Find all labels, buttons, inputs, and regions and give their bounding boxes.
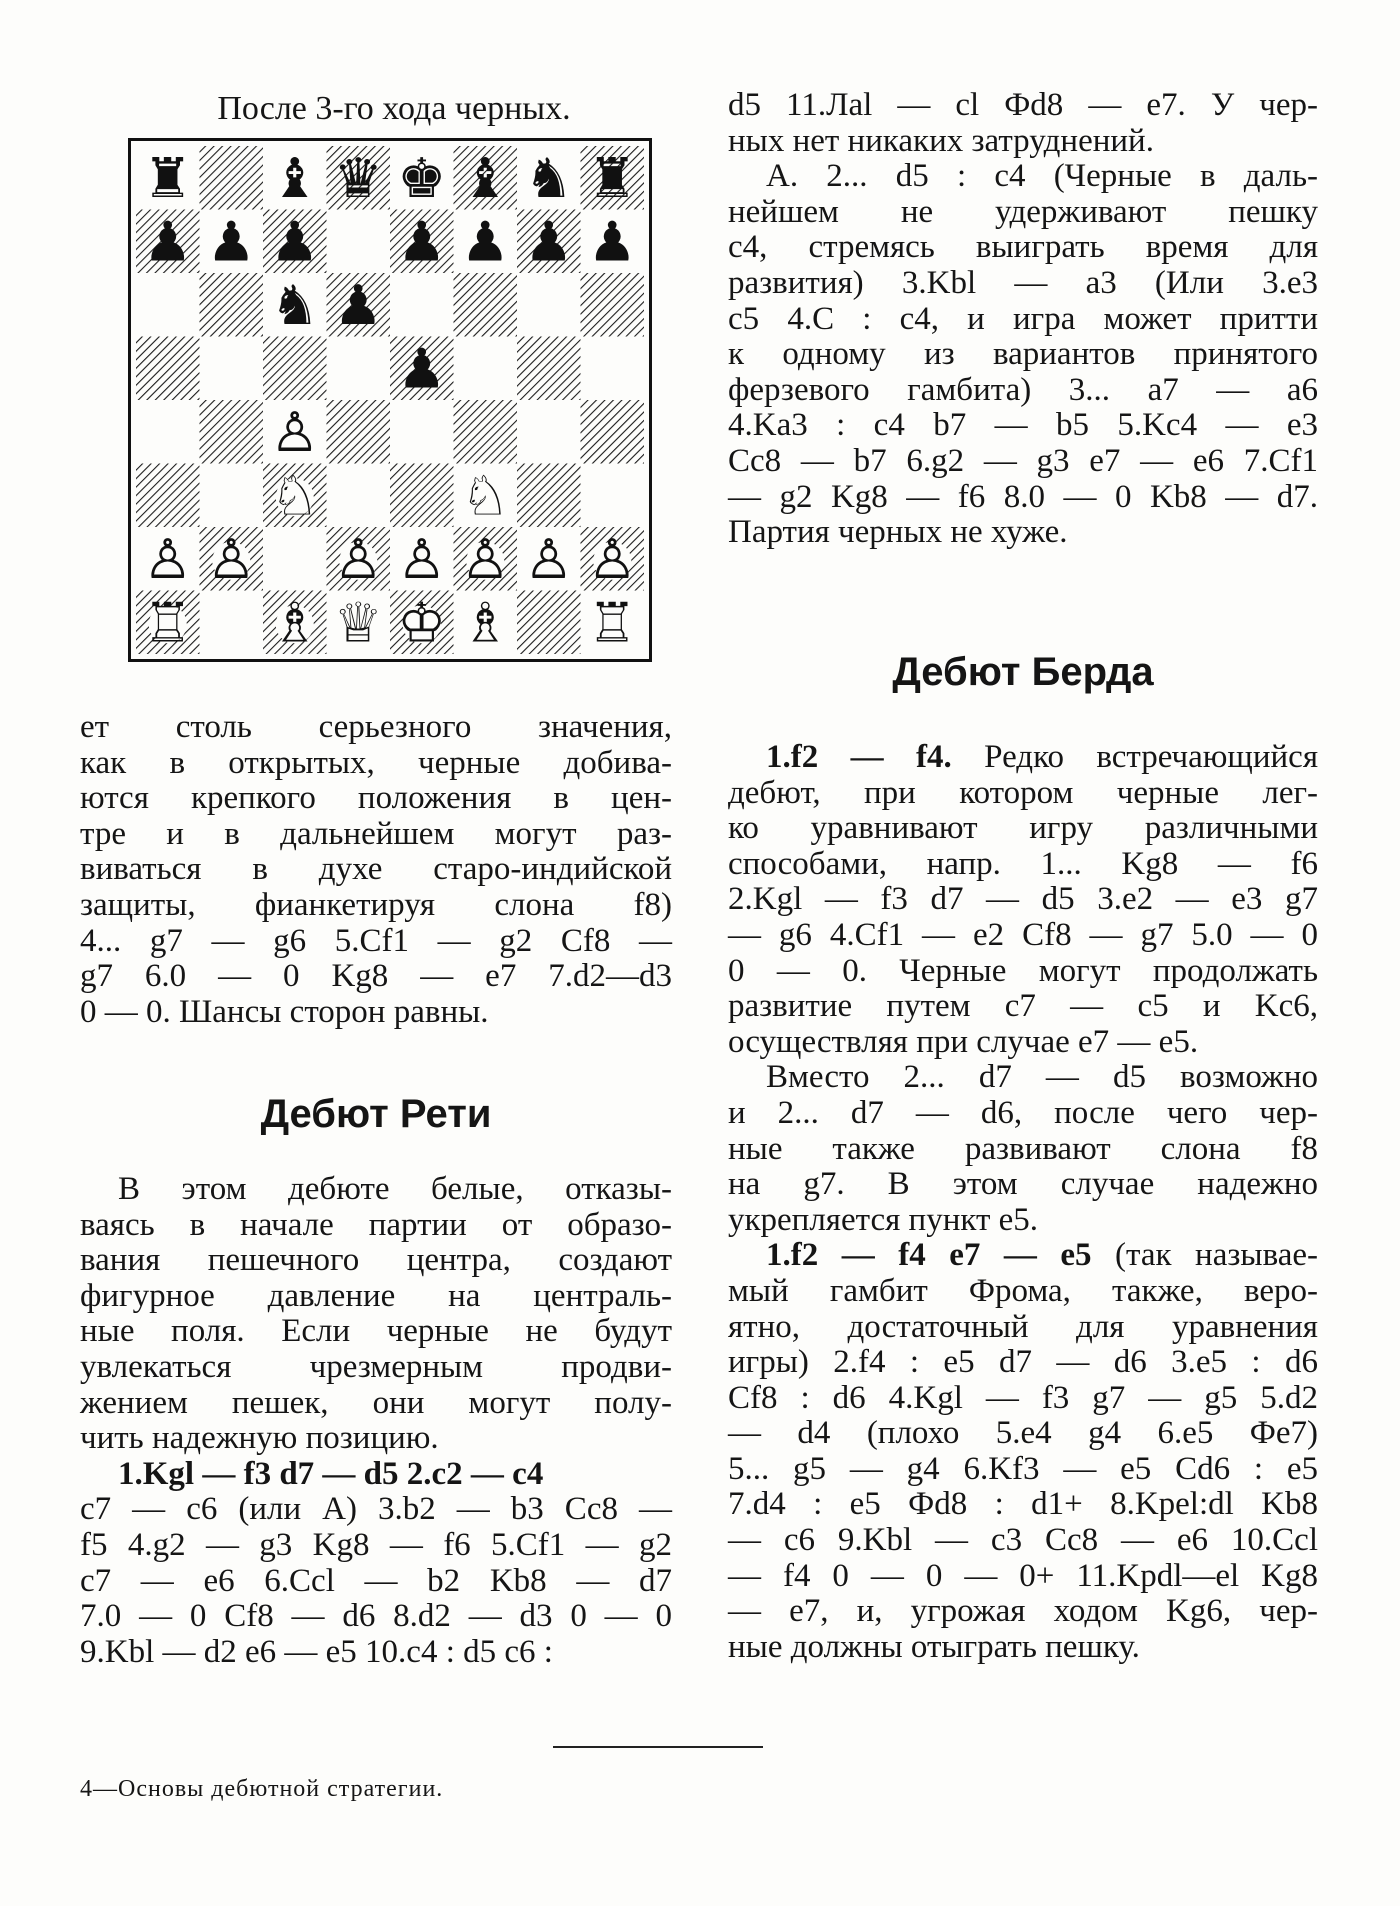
light-square — [327, 464, 391, 528]
white-pawn-icon: ♙ — [460, 526, 510, 591]
text-line: способами, напр. 1... Kg8 — f6 — [728, 845, 1318, 882]
light-square — [390, 273, 454, 337]
reti-main-line — [80, 1492, 672, 1670]
text-line: дебют, при котором черные лег- — [728, 774, 1318, 811]
text-line: ятно, достаточный для уравнения — [728, 1308, 1318, 1345]
dark-square — [263, 337, 327, 401]
dark-square — [581, 400, 645, 464]
white-pawn-icon: ♙ — [333, 526, 383, 591]
text-line: тре и в дальнейшем могут раз- — [80, 815, 672, 852]
text-run: Редко встречающийся — [951, 739, 1318, 775]
text-line: укрепляется пункт e5. — [728, 1201, 1039, 1238]
black-pawn-icon: ♟ — [587, 209, 637, 274]
bird-paragraph-2 — [728, 1060, 1318, 1238]
section-heading-reti: Дебют Рети — [260, 1092, 492, 1136]
dark-square — [200, 146, 264, 210]
bird-section — [728, 740, 1318, 1665]
text-line: — e7, и, угрожая ходом Kg6, чер- — [728, 1593, 1318, 1630]
text-line: 7.0 — 0 Cf8 — d6 8.d2 — d3 0 — 0 — [80, 1598, 672, 1635]
light-square — [581, 337, 645, 401]
bird-paragraph-3 — [728, 1238, 1318, 1665]
text-line: c7 — c6 (или A) 3.b2 — b3 Cc8 — — [80, 1491, 672, 1528]
white-knight-icon: ♘ — [270, 463, 320, 528]
chess-diagram — [128, 138, 652, 662]
text-line: Cf8 : d6 4.Kgl — f3 g7 — g5 5.d2 — [728, 1379, 1318, 1416]
text-line: развитие путем c7 — c5 и Kc6, — [728, 988, 1318, 1025]
text-line: — g6 4.Cf1 — e2 Cf8 — g7 5.0 — 0 — [728, 916, 1318, 953]
text-line: игры) 2.f4 : e5 d7 — d6 3.e5 : d6 — [728, 1344, 1318, 1381]
text-line: ко уравнивают игру различными — [728, 810, 1318, 847]
black-pawn-icon: ♟ — [270, 209, 320, 274]
text-line: ет столь серьезного значения, — [80, 709, 672, 745]
text-line: 0 — 0. Черные могут продолжать — [728, 952, 1318, 989]
page-footer-note: 4—Основы дебютной стратегии. — [80, 1776, 444, 1802]
text-line: чить надежную позицию. — [80, 1420, 439, 1457]
light-square — [517, 400, 581, 464]
black-pawn-icon: ♟ — [206, 209, 256, 274]
text-line: — f4 0 — 0 — 0+ 11.Kpdl—el Kg8 — [728, 1557, 1318, 1594]
reti-section — [80, 1172, 672, 1670]
dark-square — [327, 400, 391, 464]
text-line: увлекаться чрезмерным продви- — [80, 1348, 672, 1385]
black-pawn-icon: ♟ — [143, 209, 193, 274]
section-heading-bird: Дебют Берда — [892, 650, 1154, 694]
text-line: осуществляя при случае e7 — e5. — [728, 1023, 1199, 1060]
reti-intro-paragraph — [80, 1172, 672, 1457]
text-line: ных нет никаких затруднений. — [728, 122, 1154, 159]
text-line: Вместо 2... d7 — d5 возможно — [766, 1059, 1318, 1096]
dark-square — [200, 273, 264, 337]
text-line: защиты, фианкетируя слона f8) — [80, 886, 672, 923]
light-square — [327, 337, 391, 401]
black-pawn-icon: ♟ — [524, 209, 574, 274]
light-square — [136, 273, 200, 337]
bird-main-moves: 1.f2 — f4. — [766, 739, 952, 775]
left-column-text — [80, 710, 672, 1030]
text-line: 9.Kbl — d2 e6 — e5 10.c4 : d5 c6 : — [80, 1633, 553, 1670]
diagram-caption: После 3-го хода черных. — [217, 90, 571, 127]
text-line: фигурное давление на централь- — [80, 1277, 672, 1314]
text-line: ферзевого гамбита) 3... a7 — a6 — [728, 371, 1318, 408]
text-line: c5 4.C : c4, и игра может притти — [728, 300, 1318, 337]
text-line: 7.d4 : e5 Фd8 : d1+ 8.Kpel:dl Kb8 — [728, 1486, 1318, 1523]
black-pawn-icon: ♟ — [397, 209, 447, 274]
light-square — [581, 464, 645, 528]
text-line — [728, 740, 1318, 776]
white-bishop-icon: ♗ — [270, 590, 320, 655]
text-line: f5 4.g2 — g3 Kg8 — f6 5.Cf1 — g2 — [80, 1526, 672, 1563]
text-line: жением пешек, они могут полу- — [80, 1384, 672, 1421]
white-pawn-icon: ♙ — [524, 526, 574, 591]
text-line: мый гамбит Фрома, также, веро- — [728, 1272, 1318, 1309]
reti-main-line-head — [80, 1457, 672, 1493]
light-square — [136, 400, 200, 464]
dark-square — [390, 464, 454, 528]
text-line: c4, стремясь выиграть время для — [728, 229, 1318, 266]
text-line: — d4 (плохо 5.e4 g4 6.e5 Фe7) — [728, 1415, 1318, 1452]
black-king-icon: ♚ — [397, 145, 447, 210]
text-line: Партия черных не хуже. — [728, 514, 1068, 551]
light-square — [327, 210, 391, 274]
text-run: (так называе- — [1091, 1237, 1318, 1274]
right-column-text — [728, 88, 1318, 551]
text-line: d5 11.Лal — cl Фd8 — e7. У чер- — [728, 87, 1318, 123]
text-line: к одному из вариантов принятого — [728, 336, 1318, 373]
white-bishop-icon: ♗ — [460, 590, 510, 655]
black-pawn-icon: ♟ — [333, 272, 383, 337]
dark-square — [454, 400, 518, 464]
text-line: — c6 9.Kbl — c3 Cc8 — e6 10.Ccl — [728, 1522, 1318, 1559]
light-square — [200, 591, 264, 655]
white-queen-icon: ♕ — [333, 590, 383, 655]
text-line: g7 6.0 — 0 Kg8 — e7 7.d2—d3 — [80, 958, 672, 995]
black-queen-icon: ♛ — [333, 145, 383, 210]
text-line: на g7. В этом случае надежно — [728, 1166, 1318, 1203]
light-square — [200, 464, 264, 528]
white-pawn-icon: ♙ — [587, 526, 637, 591]
black-pawn-icon: ♟ — [397, 336, 447, 401]
text-line: A. 2... d5 : c4 (Черные в даль- — [766, 158, 1318, 195]
footnote-rule — [553, 1746, 763, 1748]
white-pawn-icon: ♙ — [397, 526, 447, 591]
text-line: — g2 Kg8 — f6 8.0 — 0 Kb8 — d7. — [728, 478, 1318, 515]
text-line: c7 — e6 6.Ccl — b2 Kb8 — d7 — [80, 1562, 672, 1599]
black-knight-icon: ♞ — [270, 272, 320, 337]
text-line: В этом дебюте белые, отказы- — [118, 1171, 672, 1207]
dark-square — [454, 273, 518, 337]
light-square — [390, 400, 454, 464]
variation-a-paragraph — [728, 159, 1318, 551]
black-bishop-icon: ♝ — [270, 145, 320, 210]
text-line: 4.Ka3 : c4 b7 — b5 5.Kc4 — e3 — [728, 407, 1318, 444]
text-line: развития) 3.Kbl — a3 (Или 3.e3 — [728, 264, 1318, 301]
light-square — [517, 273, 581, 337]
dark-square — [517, 464, 581, 528]
white-rook-icon: ♖ — [587, 590, 637, 655]
white-king-icon: ♔ — [397, 590, 447, 655]
black-rook-icon: ♜ — [143, 145, 193, 210]
white-pawn-icon: ♙ — [206, 526, 256, 591]
white-pawn-icon: ♙ — [143, 526, 193, 591]
continuation-paragraph — [80, 710, 672, 1030]
light-square — [454, 337, 518, 401]
text-line: ные должны отыграть пешку. — [728, 1628, 1140, 1665]
text-line: ваясь в начале партии от образо- — [80, 1206, 672, 1243]
continuation-top — [728, 88, 1318, 159]
black-knight-icon: ♞ — [524, 145, 574, 210]
reti-main-moves: 1.Kgl — f3 d7 — d5 2.c2 — c4 — [118, 1455, 544, 1492]
black-pawn-icon: ♟ — [460, 209, 510, 274]
black-bishop-icon: ♝ — [460, 145, 510, 210]
dark-square — [517, 337, 581, 401]
text-line: и 2... d7 — d6, после чего чер- — [728, 1094, 1318, 1131]
text-line: 2.Kgl — f3 d7 — d5 3.e2 — e3 g7 — [728, 881, 1318, 918]
dark-square — [136, 464, 200, 528]
text-line: как в открытых, черные добива- — [80, 744, 672, 781]
white-pawn-icon: ♙ — [270, 399, 320, 464]
gambit-moves: 1.f2 — f4 e7 — e5 — [766, 1237, 1092, 1274]
bird-paragraph-1 — [728, 740, 1318, 1060]
dark-square — [517, 591, 581, 655]
white-rook-icon: ♖ — [143, 590, 193, 655]
text-line: виваться в духе старо-индийской — [80, 851, 672, 888]
text-line: ные также развивают слона f8 — [728, 1130, 1318, 1167]
text-line: вания пешечного центра, создают — [80, 1242, 672, 1279]
dark-square — [200, 400, 264, 464]
light-square — [263, 527, 327, 591]
text-line: ются крепкого положения в цен- — [80, 780, 672, 817]
white-knight-icon: ♘ — [460, 463, 510, 528]
dark-square — [581, 273, 645, 337]
text-line: нейшем не удерживают пешку — [728, 193, 1318, 230]
text-line: 5... g5 — g4 6.Kf3 — e5 Cd6 : e5 — [728, 1450, 1318, 1487]
light-square — [200, 337, 264, 401]
dark-square — [136, 337, 200, 401]
text-line: Cc8 — b7 6.g2 — g3 e7 — e6 7.Cf1 — [728, 442, 1318, 479]
text-line: ные поля. Если черные не будут — [80, 1313, 672, 1350]
text-line: 4... g7 — g6 5.Cf1 — g2 Cf8 — — [80, 922, 672, 959]
text-line: 0 — 0. Шансы сторон равны. — [80, 993, 489, 1030]
black-rook-icon: ♜ — [587, 145, 637, 210]
text-line — [728, 1238, 1318, 1274]
